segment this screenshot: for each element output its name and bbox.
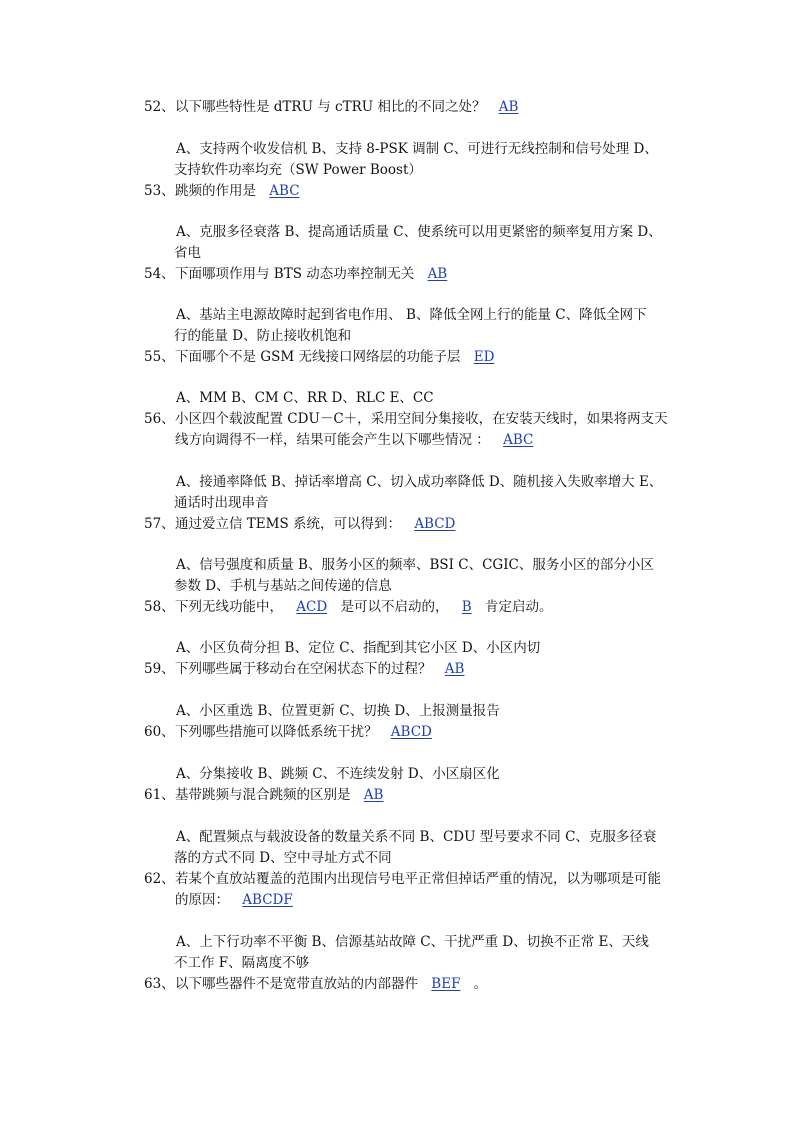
option-line: 参数 D、手机与基站之间传递的信息 xyxy=(174,578,392,594)
question-number: 57、 xyxy=(144,516,175,532)
option-line: A、小区重选 B、位置更新 C、切换 D、上报测量报告 xyxy=(176,703,500,719)
option-line: A、小区负荷分担 B、定位 C、指配到其它小区 D、小区内切 xyxy=(176,640,541,656)
question-text: 基带跳频与混合跳频的区别是 xyxy=(175,787,351,803)
options-62 xyxy=(176,932,676,974)
options-59 xyxy=(176,701,676,722)
question-text-end: 。 xyxy=(473,976,488,992)
question-52 xyxy=(144,97,527,118)
question-text: 下列无线功能中， xyxy=(175,599,283,615)
question-63 xyxy=(144,974,487,995)
question-text: 下面哪项作用与 BTS 动态功率控制无关 xyxy=(175,266,415,282)
question-60 xyxy=(144,722,441,743)
question-text: 跳频的作用是 xyxy=(175,183,256,199)
options-61 xyxy=(176,827,676,869)
question-text: 下列哪些属于移动台在空闲状态下的过程？ xyxy=(175,661,432,677)
question-53 xyxy=(144,181,309,202)
options-53 xyxy=(176,222,676,264)
answer: AB xyxy=(498,99,519,115)
question-text: 以下哪些特性是 dTRU 与 cTRU 相比的不同之处？ xyxy=(175,99,486,115)
option-line: 省电 xyxy=(174,245,201,261)
option-line: 通话时出现串音 xyxy=(174,495,269,511)
question-56-continued xyxy=(175,430,542,451)
answer: ABCDF xyxy=(242,892,293,908)
question-number: 56、 xyxy=(144,411,175,427)
question-54 xyxy=(144,264,456,285)
answer: ABC xyxy=(269,183,300,199)
option-line: A、克服多径衰落 B、提高通话质量 C、使系统可以用更紧密的频率复用方案 D、 xyxy=(176,224,662,240)
question-text: 小区四个载波配置 CDU－C＋，采用空间分集接收，在安装天线时，如果将两支天 xyxy=(175,411,668,427)
option-line: A、基站主电源故障时起到省电作用、 B、降低全网上行的能量 C、降低全网下 xyxy=(176,307,647,323)
question-number: 60、 xyxy=(144,724,175,740)
question-59 xyxy=(144,659,473,680)
question-number: 63、 xyxy=(144,976,175,992)
question-text: 线方向调得不一样，结果可能会产生以下哪些情况 ： xyxy=(175,432,490,448)
question-text: 通过爱立信 TEMS 系统，可以得到： xyxy=(175,516,402,532)
option-line: A、上下行功率不平衡 B、信源基站故障 C、干扰严重 D、切换不正常 E、天线 xyxy=(176,934,649,950)
answer: ACD xyxy=(296,599,328,615)
question-text: 的原因： xyxy=(175,892,229,908)
question-text-end: 肯定启动。 xyxy=(485,599,553,615)
answer: ABCD xyxy=(390,724,432,740)
question-number: 61、 xyxy=(144,787,175,803)
question-text: 以下哪些器件不是宽带直放站的内部器件 xyxy=(175,976,418,992)
answer: ABC xyxy=(503,432,534,448)
question-text: 下列哪些措施可以降低系统干扰？ xyxy=(175,724,378,740)
options-57 xyxy=(176,555,676,597)
option-line: A、配置频点与载波设备的数量关系不同 B、CDU 型号要求不同 C、克服多径衰 xyxy=(176,829,657,845)
answer: ABCD xyxy=(414,516,456,532)
options-60 xyxy=(176,764,676,785)
question-number: 59、 xyxy=(144,661,175,677)
option-line: A、接通率降低 B、掉话率增高 C、切入成功率降低 D、随机接入失败率增大 E、 xyxy=(176,474,663,490)
question-number: 58、 xyxy=(144,599,175,615)
question-62-continued xyxy=(175,890,302,911)
question-57 xyxy=(144,514,464,535)
answer-2: B xyxy=(461,599,472,615)
option-line: 落的方式不同 D、空中寻址方式不同 xyxy=(174,850,392,866)
answer: BEF xyxy=(431,976,461,992)
options-55 xyxy=(176,388,676,409)
option-line: A、信号强度和质量 B、服务小区的频率、BSI C、CGIC、服务小区的部分小区 xyxy=(176,557,654,573)
option-line: A、MM B、CM C、RR D、RLC E、CC xyxy=(176,390,434,406)
question-55 xyxy=(144,347,503,368)
question-number: 52、 xyxy=(144,99,175,115)
answer: AB xyxy=(427,266,448,282)
option-line: 行的能量 D、防止接收机饱和 xyxy=(174,328,352,344)
options-56 xyxy=(176,472,676,514)
options-52 xyxy=(176,139,676,181)
options-58 xyxy=(176,638,676,659)
question-58 xyxy=(144,597,553,618)
question-62 xyxy=(144,869,661,890)
option-line: 不工作 F、隔离度不够 xyxy=(174,955,310,971)
question-61 xyxy=(144,785,392,806)
question-number: 53、 xyxy=(144,183,175,199)
answer: AB xyxy=(363,787,384,803)
question-text: 下面哪个不是 GSM 无线接口网络层的功能子层 xyxy=(175,349,461,365)
option-line: A、支持两个收发信机 B、支持 8-PSK 调制 C、可进行无线控制和信号处理 D、 xyxy=(176,141,658,157)
question-text-middle: 是可以不启动的， xyxy=(340,599,449,615)
option-line: A、分集接收 B、跳频 C、不连续发射 D、小区扇区化 xyxy=(176,766,500,782)
question-text: 若某个直放站覆盖的范围内出现信号电平正常但掉话严重的情况，以为哪项是可能 xyxy=(175,871,661,887)
question-number: 54、 xyxy=(144,266,175,282)
question-56 xyxy=(144,409,668,430)
question-number: 62、 xyxy=(144,871,175,887)
answer: ED xyxy=(473,349,495,365)
answer: AB xyxy=(444,661,465,677)
question-number: 55、 xyxy=(144,349,175,365)
option-line: 支持软件功率均充（SW Power Boost） xyxy=(174,162,422,178)
options-54 xyxy=(176,305,676,347)
